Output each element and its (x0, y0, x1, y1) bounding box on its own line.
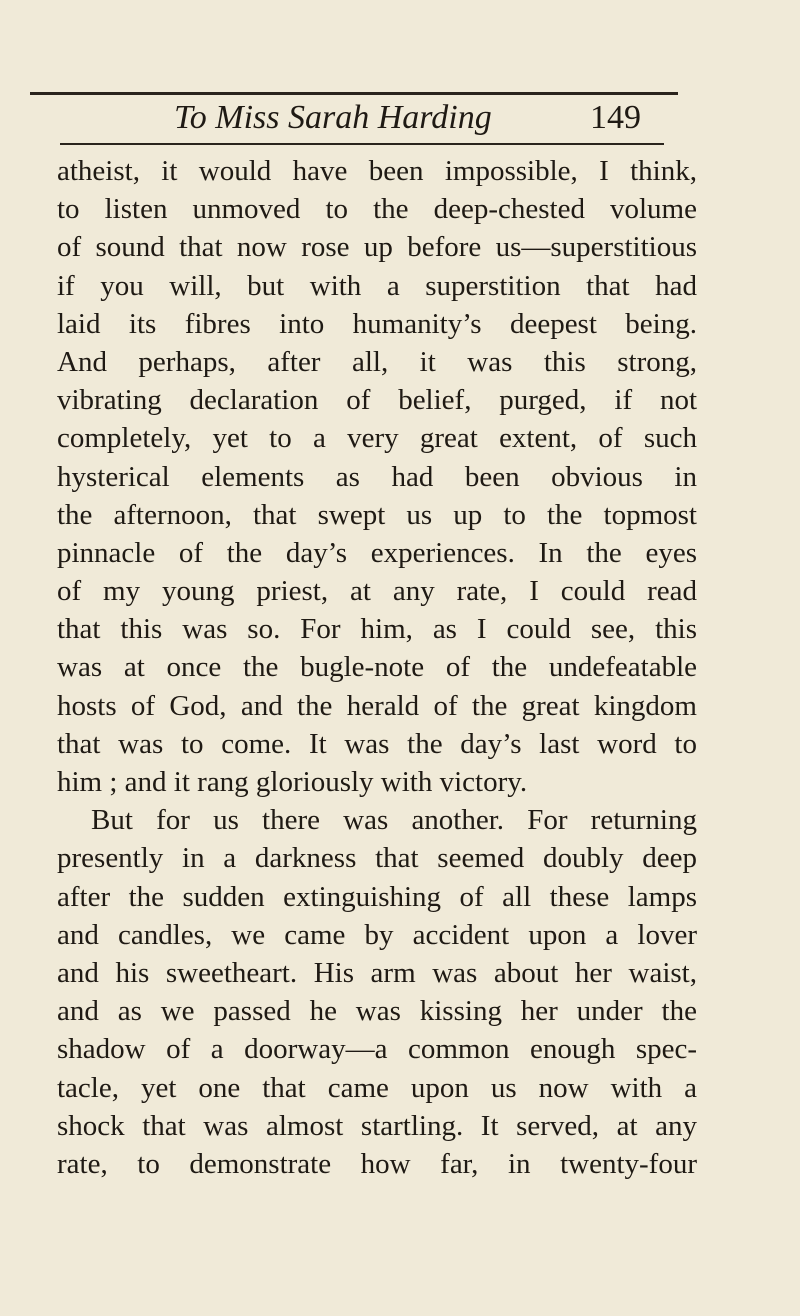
text-line: and candles, we came by accident upon a lover (57, 918, 697, 951)
text-line: rate, to demonstrate how far, in twenty-four (57, 1147, 697, 1180)
text-line: the afternoon, that swept us up to the topmost (57, 498, 697, 531)
text-line: that this was so. For him, as I could see, this (57, 613, 697, 646)
text-line: hosts of God, and the herald of the great kingdom (57, 689, 697, 722)
text-line: of my young priest, at any rate, I could read (57, 575, 697, 608)
header-rule-top (30, 92, 678, 95)
text-line: pinnacle of the day’s experiences. In the eyes (57, 536, 697, 569)
text-line: and as we passed he was kissing her under the (57, 995, 697, 1028)
text-line: shock that was almost startling. It served, at any (57, 1109, 697, 1142)
text-line: of sound that now rose up before us—superstitious (57, 231, 697, 264)
text-line-paragraph-start: But for us there was another. For returning (91, 804, 697, 837)
text-line: presently in a darkness that seemed doubly deep (57, 842, 697, 875)
page-number: 149 (590, 99, 641, 136)
body-text (57, 152, 697, 1183)
text-line: after the sudden extinguishing of all these lamps (57, 880, 697, 913)
text-line: and his sweetheart. His arm was about her waist, (57, 956, 697, 989)
text-line: vibrating declaration of belief, purged, if not (57, 384, 697, 417)
text-line: laid its fibres into humanity’s deepest being. (57, 307, 697, 340)
running-title: To Miss Sarah Harding (174, 99, 492, 136)
text-line: atheist, it would have been impossible, I think, (57, 155, 697, 187)
text-line: completely, yet to a very great extent, of such (57, 422, 697, 455)
text-line: that was to come. It was the day’s last word to (57, 727, 697, 760)
text-line: And perhaps, after all, it was this strong, (57, 345, 697, 378)
text-line: shadow of a doorway—a common enough spec- (57, 1033, 697, 1066)
text-line: hysterical elements as had been obvious in (57, 460, 697, 493)
text-line-paragraph-end: him ; and it rang gloriously with victory. (57, 766, 528, 798)
header-rule-bottom (60, 143, 664, 145)
text-line: was at once the bugle-note of the undefeatable (57, 651, 697, 684)
text-line: to listen unmoved to the deep-chested volume (57, 193, 697, 226)
text-line: tacle, yet one that came upon us now with a (57, 1071, 697, 1104)
text-line: if you will, but with a superstition that had (57, 269, 697, 302)
